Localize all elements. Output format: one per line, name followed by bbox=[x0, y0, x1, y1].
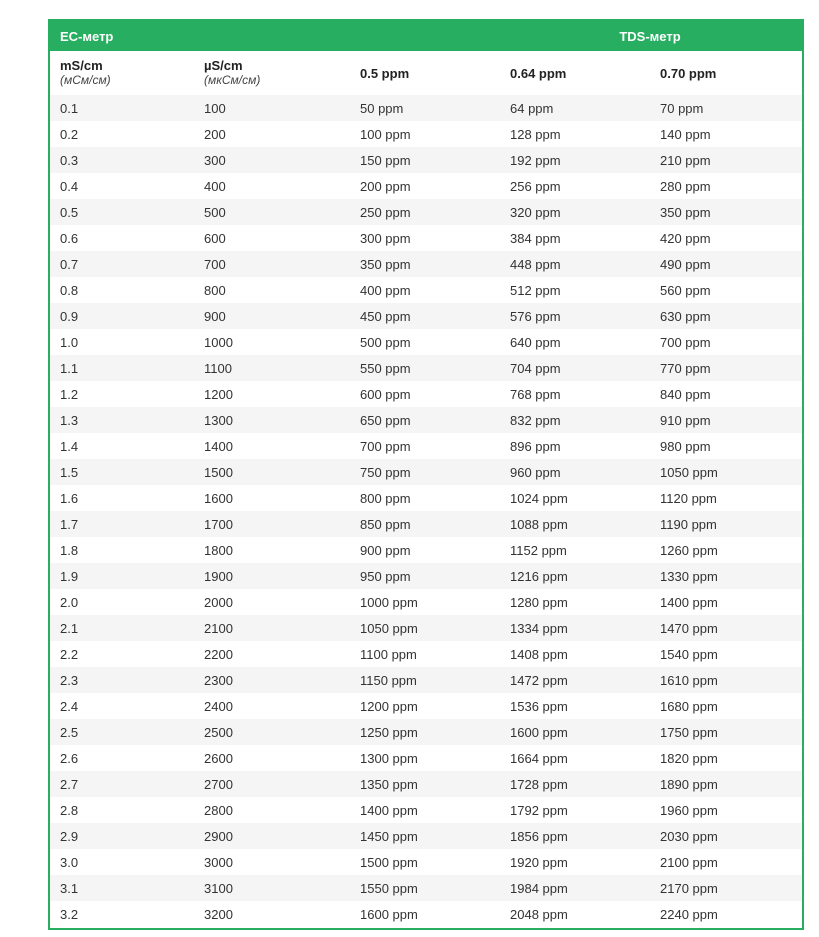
ms-unit-label: mS/cm bbox=[60, 58, 103, 73]
ppm-050-cell: 1150 ppm bbox=[350, 667, 500, 693]
ppm-070-cell: 70 ppm bbox=[650, 95, 802, 121]
ppm-050-cell: 1200 ppm bbox=[350, 693, 500, 719]
ppm-050-cell: 750 ppm bbox=[350, 459, 500, 485]
ppm-070-cell: 770 ppm bbox=[650, 355, 802, 381]
table-row bbox=[50, 251, 802, 277]
us-unit-sublabel: (мкСм/см) bbox=[204, 73, 261, 87]
ppm-050-cell: 100 ppm bbox=[350, 121, 500, 147]
ppm-070-cell: 1820 ppm bbox=[650, 745, 802, 771]
ms-value-cell: 2.4 bbox=[50, 693, 194, 719]
us-value-cell: 2300 bbox=[194, 667, 350, 693]
ppm-064-cell: 128 ppm bbox=[500, 121, 650, 147]
ppm-064-cell: 512 ppm bbox=[500, 277, 650, 303]
ms-value-cell: 1.8 bbox=[50, 537, 194, 563]
us-value-cell: 3000 bbox=[194, 849, 350, 875]
table-row bbox=[50, 849, 802, 875]
table-row bbox=[50, 173, 802, 199]
ms-value-cell: 0.3 bbox=[50, 147, 194, 173]
ms-value-cell: 2.6 bbox=[50, 745, 194, 771]
ms-value-cell: 0.9 bbox=[50, 303, 194, 329]
ppm-050-cell: 600 ppm bbox=[350, 381, 500, 407]
ppm-064-cell: 1600 ppm bbox=[500, 719, 650, 745]
ms-value-cell: 0.4 bbox=[50, 173, 194, 199]
us-value-cell: 2400 bbox=[194, 693, 350, 719]
ppm-070-cell: 630 ppm bbox=[650, 303, 802, 329]
ppm-070-cell: 210 ppm bbox=[650, 147, 802, 173]
ppm-064-cell: 1920 ppm bbox=[500, 849, 650, 875]
table-row bbox=[50, 693, 802, 719]
ppm-070-cell: 490 ppm bbox=[650, 251, 802, 277]
ms-value-cell: 1.3 bbox=[50, 407, 194, 433]
ppm-064-cell: 1216 ppm bbox=[500, 563, 650, 589]
us-value-cell: 500 bbox=[194, 199, 350, 225]
ms-value-cell: 2.1 bbox=[50, 615, 194, 641]
ms-value-cell: 1.7 bbox=[50, 511, 194, 537]
ppm-070-cell: 1120 ppm bbox=[650, 485, 802, 511]
ms-value-cell: 0.6 bbox=[50, 225, 194, 251]
ppm-050-cell: 1600 ppm bbox=[350, 901, 500, 927]
ppm-050-cell: 200 ppm bbox=[350, 173, 500, 199]
table-row bbox=[50, 537, 802, 563]
us-value-cell: 700 bbox=[194, 251, 350, 277]
ec-tds-conversion-table bbox=[50, 21, 802, 927]
table-row bbox=[50, 901, 802, 927]
ms-value-cell: 2.7 bbox=[50, 771, 194, 797]
table-row bbox=[50, 95, 802, 121]
ppm-050-cell: 950 ppm bbox=[350, 563, 500, 589]
table-row bbox=[50, 875, 802, 901]
table-row bbox=[50, 485, 802, 511]
us-value-cell: 1300 bbox=[194, 407, 350, 433]
us-value-cell: 2900 bbox=[194, 823, 350, 849]
ppm-050-cell: 300 ppm bbox=[350, 225, 500, 251]
ppm-070-cell: 2100 ppm bbox=[650, 849, 802, 875]
ppm-050-cell: 1100 ppm bbox=[350, 641, 500, 667]
ppm-050-cell: 1250 ppm bbox=[350, 719, 500, 745]
ppm-064-cell: 896 ppm bbox=[500, 433, 650, 459]
ppm-070-cell: 1610 ppm bbox=[650, 667, 802, 693]
ms-value-cell: 2.5 bbox=[50, 719, 194, 745]
ppm-064-cell: 384 ppm bbox=[500, 225, 650, 251]
factor-050-header: 0.5 ppm bbox=[360, 65, 410, 81]
ppm-064-cell: 1856 ppm bbox=[500, 823, 650, 849]
ppm-050-cell: 350 ppm bbox=[350, 251, 500, 277]
ppm-064-cell: 1024 ppm bbox=[500, 485, 650, 511]
ppm-050-cell: 1400 ppm bbox=[350, 797, 500, 823]
ppm-064-cell: 1334 ppm bbox=[500, 615, 650, 641]
ppm-070-cell: 1890 ppm bbox=[650, 771, 802, 797]
ms-value-cell: 3.0 bbox=[50, 849, 194, 875]
ppm-070-cell: 700 ppm bbox=[650, 329, 802, 355]
ppm-050-cell: 500 ppm bbox=[350, 329, 500, 355]
ppm-070-cell: 1050 ppm bbox=[650, 459, 802, 485]
us-value-cell: 1400 bbox=[194, 433, 350, 459]
ppm-050-cell: 150 ppm bbox=[350, 147, 500, 173]
us-value-cell: 2800 bbox=[194, 797, 350, 823]
ms-column-header bbox=[50, 51, 194, 95]
ppm-070-cell: 420 ppm bbox=[650, 225, 802, 251]
ppm-064-cell: 1792 ppm bbox=[500, 797, 650, 823]
ppm-070-cell: 1540 ppm bbox=[650, 641, 802, 667]
ppm-050-cell: 400 ppm bbox=[350, 277, 500, 303]
ppm-064-cell: 768 ppm bbox=[500, 381, 650, 407]
ppm-050-cell: 50 ppm bbox=[350, 95, 500, 121]
factor-070-header: 0.70 ppm bbox=[660, 65, 717, 81]
units-header-row bbox=[50, 51, 802, 95]
ppm-050-cell: 900 ppm bbox=[350, 537, 500, 563]
ppm-064-cell: 1408 ppm bbox=[500, 641, 650, 667]
ms-value-cell: 0.8 bbox=[50, 277, 194, 303]
ppm-064-cell: 640 ppm bbox=[500, 329, 650, 355]
us-value-cell: 2000 bbox=[194, 589, 350, 615]
ppm-050-cell: 650 ppm bbox=[350, 407, 500, 433]
ppm-064-cell: 2048 ppm bbox=[500, 901, 650, 927]
ms-value-cell: 1.9 bbox=[50, 563, 194, 589]
table-row bbox=[50, 433, 802, 459]
ppm-070-cell: 980 ppm bbox=[650, 433, 802, 459]
us-value-cell: 1500 bbox=[194, 459, 350, 485]
ppm-050-cell: 1300 ppm bbox=[350, 745, 500, 771]
ppm-070-cell: 280 ppm bbox=[650, 173, 802, 199]
table-row bbox=[50, 667, 802, 693]
us-value-cell: 1100 bbox=[194, 355, 350, 381]
table-row bbox=[50, 303, 802, 329]
us-value-cell: 1200 bbox=[194, 381, 350, 407]
ppm-070-cell: 1960 ppm bbox=[650, 797, 802, 823]
table-row bbox=[50, 355, 802, 381]
ppm-070-cell: 2240 ppm bbox=[650, 901, 802, 927]
ppm-064-cell: 256 ppm bbox=[500, 173, 650, 199]
ms-value-cell: 2.2 bbox=[50, 641, 194, 667]
ppm-064-cell: 1664 ppm bbox=[500, 745, 650, 771]
factor-064-header: 0.64 ppm bbox=[510, 65, 567, 81]
ms-value-cell: 2.9 bbox=[50, 823, 194, 849]
ppm-064-cell: 1280 ppm bbox=[500, 589, 650, 615]
ec-meter-header: EC-метр bbox=[50, 21, 350, 51]
ppm-064-cell: 1728 ppm bbox=[500, 771, 650, 797]
ppm-064-cell: 832 ppm bbox=[500, 407, 650, 433]
ppm-070-cell: 1470 ppm bbox=[650, 615, 802, 641]
ppm-050-cell: 700 ppm bbox=[350, 433, 500, 459]
table-row bbox=[50, 615, 802, 641]
ppm-064-cell: 448 ppm bbox=[500, 251, 650, 277]
us-value-cell: 1900 bbox=[194, 563, 350, 589]
ppm-070-cell: 1680 ppm bbox=[650, 693, 802, 719]
ms-value-cell: 2.8 bbox=[50, 797, 194, 823]
us-value-cell: 2700 bbox=[194, 771, 350, 797]
ppm-070-cell: 2030 ppm bbox=[650, 823, 802, 849]
ppm-064-cell: 576 ppm bbox=[500, 303, 650, 329]
ppm-064-cell: 1536 ppm bbox=[500, 693, 650, 719]
ms-value-cell: 0.1 bbox=[50, 95, 194, 121]
table-row bbox=[50, 381, 802, 407]
us-value-cell: 600 bbox=[194, 225, 350, 251]
ppm-064-cell: 1984 ppm bbox=[500, 875, 650, 901]
table-row bbox=[50, 329, 802, 355]
ms-value-cell: 1.2 bbox=[50, 381, 194, 407]
ppm-064-cell: 192 ppm bbox=[500, 147, 650, 173]
ms-value-cell: 1.5 bbox=[50, 459, 194, 485]
ms-value-cell: 1.0 bbox=[50, 329, 194, 355]
us-value-cell: 2600 bbox=[194, 745, 350, 771]
ms-value-cell: 0.2 bbox=[50, 121, 194, 147]
table-row bbox=[50, 745, 802, 771]
ms-value-cell: 3.2 bbox=[50, 901, 194, 927]
table-row bbox=[50, 277, 802, 303]
table-row bbox=[50, 563, 802, 589]
ms-value-cell: 2.0 bbox=[50, 589, 194, 615]
ppm-050-cell: 850 ppm bbox=[350, 511, 500, 537]
table-row bbox=[50, 589, 802, 615]
conversion-table-frame bbox=[48, 19, 804, 930]
ppm-070-cell: 140 ppm bbox=[650, 121, 802, 147]
us-value-cell: 400 bbox=[194, 173, 350, 199]
table-row bbox=[50, 641, 802, 667]
us-value-cell: 100 bbox=[194, 95, 350, 121]
ms-value-cell: 3.1 bbox=[50, 875, 194, 901]
us-value-cell: 900 bbox=[194, 303, 350, 329]
us-value-cell: 3200 bbox=[194, 901, 350, 927]
ppm-050-cell: 1500 ppm bbox=[350, 849, 500, 875]
ppm-050-cell: 1450 ppm bbox=[350, 823, 500, 849]
table-row bbox=[50, 147, 802, 173]
ppm-050-cell: 1050 ppm bbox=[350, 615, 500, 641]
us-value-cell: 3100 bbox=[194, 875, 350, 901]
table-body bbox=[50, 95, 802, 927]
group-header-row bbox=[50, 21, 802, 51]
ppm-070-cell: 840 ppm bbox=[650, 381, 802, 407]
us-value-cell: 2500 bbox=[194, 719, 350, 745]
table-row bbox=[50, 199, 802, 225]
ppm-064-cell: 704 ppm bbox=[500, 355, 650, 381]
ms-value-cell: 1.4 bbox=[50, 433, 194, 459]
ppm-070-cell: 1750 ppm bbox=[650, 719, 802, 745]
us-value-cell: 1600 bbox=[194, 485, 350, 511]
us-value-cell: 200 bbox=[194, 121, 350, 147]
table-row bbox=[50, 823, 802, 849]
ppm-064-cell: 64 ppm bbox=[500, 95, 650, 121]
ppm-050-cell: 450 ppm bbox=[350, 303, 500, 329]
ppm-070-cell: 2170 ppm bbox=[650, 875, 802, 901]
us-value-cell: 300 bbox=[194, 147, 350, 173]
table-row bbox=[50, 797, 802, 823]
ppm-070-cell: 1400 ppm bbox=[650, 589, 802, 615]
ppm-064-cell: 320 ppm bbox=[500, 199, 650, 225]
ms-value-cell: 0.7 bbox=[50, 251, 194, 277]
ppm-070-cell: 1330 ppm bbox=[650, 563, 802, 589]
ppm-070-cell: 350 ppm bbox=[650, 199, 802, 225]
table-row bbox=[50, 121, 802, 147]
us-value-cell: 800 bbox=[194, 277, 350, 303]
ppm-050-cell: 1550 ppm bbox=[350, 875, 500, 901]
us-value-cell: 1700 bbox=[194, 511, 350, 537]
ppm-064-cell: 1152 ppm bbox=[500, 537, 650, 563]
ms-value-cell: 0.5 bbox=[50, 199, 194, 225]
ppm-064-cell: 960 ppm bbox=[500, 459, 650, 485]
us-value-cell: 1800 bbox=[194, 537, 350, 563]
us-value-cell: 2100 bbox=[194, 615, 350, 641]
ppm-064-cell: 1472 ppm bbox=[500, 667, 650, 693]
table-row bbox=[50, 511, 802, 537]
ppm-070-cell: 1190 ppm bbox=[650, 511, 802, 537]
ppm-050-cell: 800 ppm bbox=[350, 485, 500, 511]
ms-unit-sublabel: (мСм/см) bbox=[60, 73, 111, 87]
ppm-070-cell: 910 ppm bbox=[650, 407, 802, 433]
ppm-050-cell: 550 ppm bbox=[350, 355, 500, 381]
tds-meter-header: TDS-метр bbox=[350, 21, 802, 51]
us-unit-label: µS/cm bbox=[204, 58, 243, 73]
table-row bbox=[50, 459, 802, 485]
table-row bbox=[50, 407, 802, 433]
ppm-070-cell: 560 ppm bbox=[650, 277, 802, 303]
ms-value-cell: 1.6 bbox=[50, 485, 194, 511]
us-column-header bbox=[194, 51, 350, 95]
ms-value-cell: 1.1 bbox=[50, 355, 194, 381]
ppm-064-cell: 1088 ppm bbox=[500, 511, 650, 537]
ppm-050-cell: 250 ppm bbox=[350, 199, 500, 225]
ppm-050-cell: 1350 ppm bbox=[350, 771, 500, 797]
ppm-050-cell: 1000 ppm bbox=[350, 589, 500, 615]
us-value-cell: 1000 bbox=[194, 329, 350, 355]
ppm-070-cell: 1260 ppm bbox=[650, 537, 802, 563]
us-value-cell: 2200 bbox=[194, 641, 350, 667]
ms-value-cell: 2.3 bbox=[50, 667, 194, 693]
table-row bbox=[50, 225, 802, 251]
table-row bbox=[50, 771, 802, 797]
table-row bbox=[50, 719, 802, 745]
